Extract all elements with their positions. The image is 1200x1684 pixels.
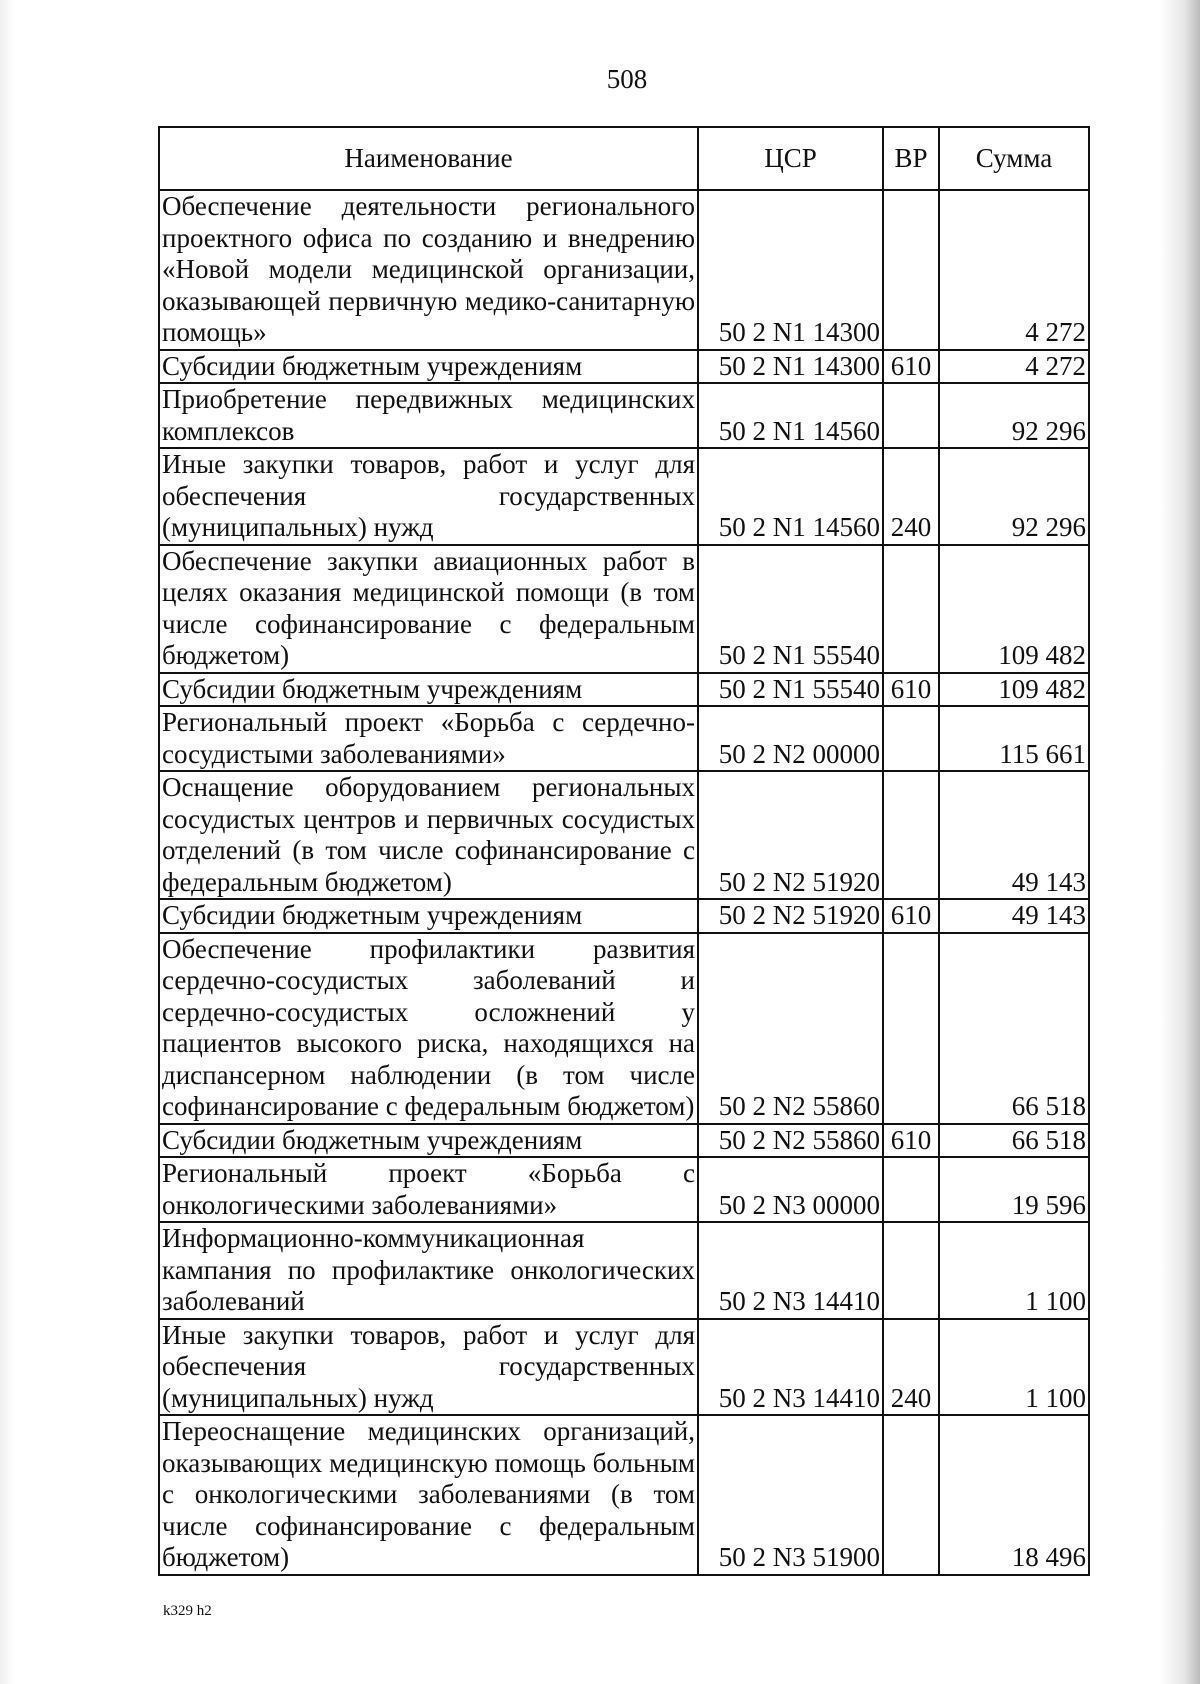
- cell-name: Переоснащение медицинских организаций, оказывающих медицинскую помощь больным с онкологическими заболеваниями (в том числе софинансирование с федеральным бюджетом): [159, 1415, 698, 1575]
- cell-vr: 610: [883, 673, 939, 707]
- cell-sum: 4 272: [939, 190, 1089, 350]
- scan-edge-right: [1160, 0, 1200, 1684]
- table-row: [159, 899, 1089, 933]
- cell-name: Иные закупки товаров, работ и услуг для обеспечения государственных (муниципальных) нужд: [159, 448, 698, 545]
- cell-vr: [883, 383, 939, 448]
- cell-csr: 50 2 N1 14560: [698, 383, 883, 448]
- cell-vr: [883, 706, 939, 771]
- cell-sum: 92 296: [939, 383, 1089, 448]
- cell-vr: 610: [883, 350, 939, 384]
- scan-edge-left: [0, 0, 14, 1684]
- cell-vr: [883, 1415, 939, 1575]
- cell-csr: 50 2 N1 14300: [698, 350, 883, 384]
- cell-name: Субсидии бюджетным учреждениям: [159, 899, 698, 933]
- table-row: [159, 448, 1089, 545]
- table-row: [159, 933, 1089, 1124]
- table-row: [159, 383, 1089, 448]
- cell-csr: 50 2 N3 00000: [698, 1157, 883, 1222]
- cell-name: Субсидии бюджетным учреждениям: [159, 673, 698, 707]
- cell-csr: 50 2 N1 55540: [698, 545, 883, 673]
- cell-csr: 50 2 N1 14300: [698, 190, 883, 350]
- cell-sum: 49 143: [939, 899, 1089, 933]
- cell-name: Обеспечение деятельности регионального проектного офиса по созданию и внедрению «Новой модели медицинской организации, оказывающей первичную медико-санитарную помощь»: [159, 190, 698, 350]
- cell-vr: 240: [883, 448, 939, 545]
- cell-csr: 50 2 N3 14410: [698, 1222, 883, 1319]
- cell-sum: 4 272: [939, 350, 1089, 384]
- table-row: [159, 190, 1089, 350]
- cell-csr: 50 2 N1 55540: [698, 673, 883, 707]
- cell-sum: 66 518: [939, 933, 1089, 1124]
- cell-vr: 610: [883, 1124, 939, 1158]
- cell-sum: 19 596: [939, 1157, 1089, 1222]
- cell-csr: 50 2 N2 55860: [698, 1124, 883, 1158]
- cell-sum: 18 496: [939, 1415, 1089, 1575]
- cell-name: Обеспечение закупки авиационных работ в целях оказания медицинской помощи (в том числе софинансирование с федеральным бюджетом): [159, 545, 698, 673]
- table-row: [159, 350, 1089, 384]
- cell-sum: 49 143: [939, 771, 1089, 899]
- table-row: [159, 1157, 1089, 1222]
- cell-name: Субсидии бюджетным учреждениям: [159, 1124, 698, 1158]
- page-number: 508: [606, 64, 648, 94]
- header-csr: ЦСР: [698, 127, 883, 190]
- cell-csr: 50 2 N2 51920: [698, 771, 883, 899]
- cell-vr: 610: [883, 899, 939, 933]
- cell-name: Субсидии бюджетным учреждениям: [159, 350, 698, 384]
- cell-sum: 1 100: [939, 1319, 1089, 1416]
- table-row: [159, 1222, 1089, 1319]
- budget-table: [158, 126, 1090, 1576]
- table-header-row: [159, 127, 1089, 190]
- table-row: [159, 545, 1089, 673]
- cell-name: Иные закупки товаров, работ и услуг для обеспечения государственных (муниципальных) нужд: [159, 1319, 698, 1416]
- cell-csr: 50 2 N2 55860: [698, 933, 883, 1124]
- cell-vr: [883, 933, 939, 1124]
- table-row: [159, 706, 1089, 771]
- cell-name: Информационно-коммуникационная кампания по профилактике онкологических заболеваний: [159, 1222, 698, 1319]
- cell-name: Региональный проект «Борьба с сердечно-сосудистыми заболеваниями»: [159, 706, 698, 771]
- cell-sum: 115 661: [939, 706, 1089, 771]
- cell-name: Обеспечение профилактики развития сердечно-сосудистых заболеваний и сердечно-сосудистых осложнений у пациентов высокого риска, находящихся на диспансерном наблюдении (в том числе софинансирование с федеральным бюджетом): [159, 933, 698, 1124]
- cell-csr: 50 2 N3 51900: [698, 1415, 883, 1575]
- cell-csr: 50 2 N2 51920: [698, 899, 883, 933]
- cell-name: Приобретение передвижных медицинских комплексов: [159, 383, 698, 448]
- cell-vr: [883, 1157, 939, 1222]
- table-row: [159, 1124, 1089, 1158]
- cell-name: Региональный проект «Борьба с онкологическими заболеваниями»: [159, 1157, 698, 1222]
- table-row: [159, 1415, 1089, 1575]
- cell-vr: [883, 771, 939, 899]
- cell-sum: 92 296: [939, 448, 1089, 545]
- table-row: [159, 771, 1089, 899]
- cell-csr: 50 2 N3 14410: [698, 1319, 883, 1416]
- header-name: Наименование: [159, 127, 698, 190]
- cell-csr: 50 2 N2 00000: [698, 706, 883, 771]
- header-sum: Сумма: [939, 127, 1089, 190]
- cell-name: Оснащение оборудованием региональных сосудистых центров и первичных сосудистых отделений (в том числе софинансирование с федеральным бюджетом): [159, 771, 698, 899]
- header-vr: ВР: [883, 127, 939, 190]
- cell-sum: 1 100: [939, 1222, 1089, 1319]
- cell-vr: 240: [883, 1319, 939, 1416]
- cell-csr: 50 2 N1 14560: [698, 448, 883, 545]
- cell-vr: [883, 545, 939, 673]
- table-row: [159, 673, 1089, 707]
- table-row: [159, 1319, 1089, 1416]
- cell-sum: 109 482: [939, 673, 1089, 707]
- cell-sum: 66 518: [939, 1124, 1089, 1158]
- cell-vr: [883, 190, 939, 350]
- cell-sum: 109 482: [939, 545, 1089, 673]
- cell-vr: [883, 1222, 939, 1319]
- footer-code: k329 h2: [163, 1603, 212, 1619]
